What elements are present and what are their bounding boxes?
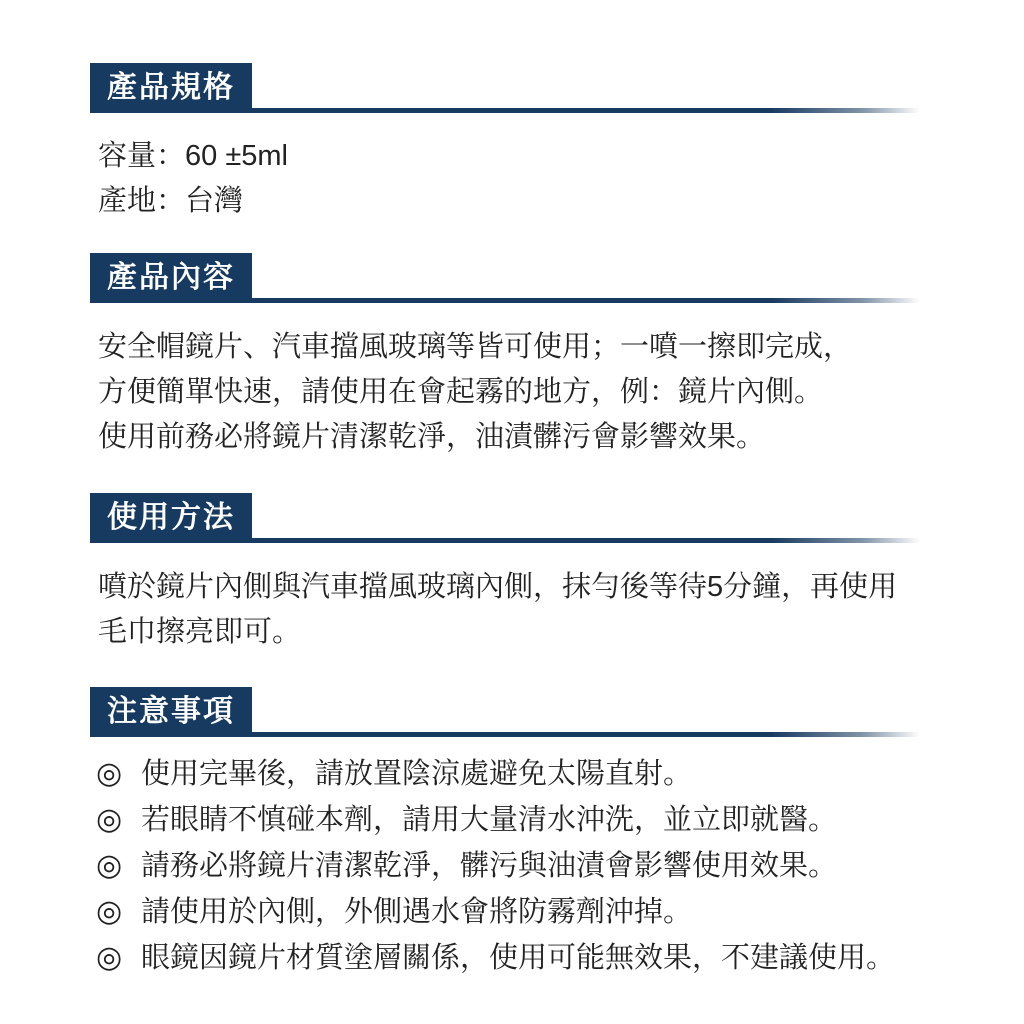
usage-text <box>90 565 935 655</box>
section-header-specs <box>90 63 935 113</box>
content-line: 方便簡單快速，請使用在會起霧的地方，例：鏡片內側。 <box>98 376 824 408</box>
section-product-content <box>90 253 935 460</box>
section-usage-method <box>90 493 935 655</box>
section-header-notes <box>90 687 935 737</box>
spec-line-capacity: 容量：60 ±5ml <box>98 140 288 172</box>
bullseye-bullet-icon: ◎ <box>96 849 123 882</box>
precaution-text: 請務必將鏡片清潔乾淨，髒污與油漬會影響使用效果。 <box>141 850 838 882</box>
usage-line: 毛巾擦亮即可。 <box>98 616 302 648</box>
section-title-badge: 注意事項 <box>90 687 252 737</box>
section-title-badge: 使用方法 <box>90 493 252 543</box>
precaution-item <box>96 797 935 843</box>
usage-line: 噴於鏡片內側與汽車擋風玻璃內側，抹勻後等待5分鐘，再使用 <box>98 571 898 603</box>
precaution-item <box>96 751 935 797</box>
precaution-text: 請使用於內側，外側遇水會將防霧劑沖掉。 <box>141 896 693 928</box>
section-header-usage <box>90 493 935 543</box>
content-text <box>90 325 935 460</box>
bullseye-bullet-icon: ◎ <box>96 941 123 974</box>
precaution-item <box>96 889 935 935</box>
section-header-content <box>90 253 935 303</box>
specs-text <box>90 134 935 224</box>
spec-line-origin: 產地：台灣 <box>98 185 244 217</box>
content-line: 使用前務必將鏡片清潔乾淨，油漬髒污會影響效果。 <box>98 421 766 453</box>
precaution-text: 若眼睛不慎碰本劑，請用大量清水沖洗，並立即就醫。 <box>141 804 838 836</box>
bullseye-bullet-icon: ◎ <box>96 803 123 836</box>
precaution-item <box>96 843 935 889</box>
section-product-specs <box>90 63 935 224</box>
precaution-text: 使用完畢後，請放置陰涼處避免太陽直射。 <box>141 758 693 790</box>
precaution-text: 眼鏡因鏡片材質塗層關係，使用可能無效果，不建議使用。 <box>141 942 896 974</box>
bullseye-bullet-icon: ◎ <box>96 895 123 928</box>
section-precautions <box>90 687 935 981</box>
section-title-badge: 產品規格 <box>90 63 252 113</box>
content-line: 安全帽鏡片、汽車擋風玻璃等皆可使用；一噴一擦即完成， <box>98 331 853 363</box>
bullseye-bullet-icon: ◎ <box>96 757 123 790</box>
section-title-badge: 產品內容 <box>90 253 252 303</box>
precautions-list <box>90 751 935 981</box>
precaution-item <box>96 935 935 981</box>
